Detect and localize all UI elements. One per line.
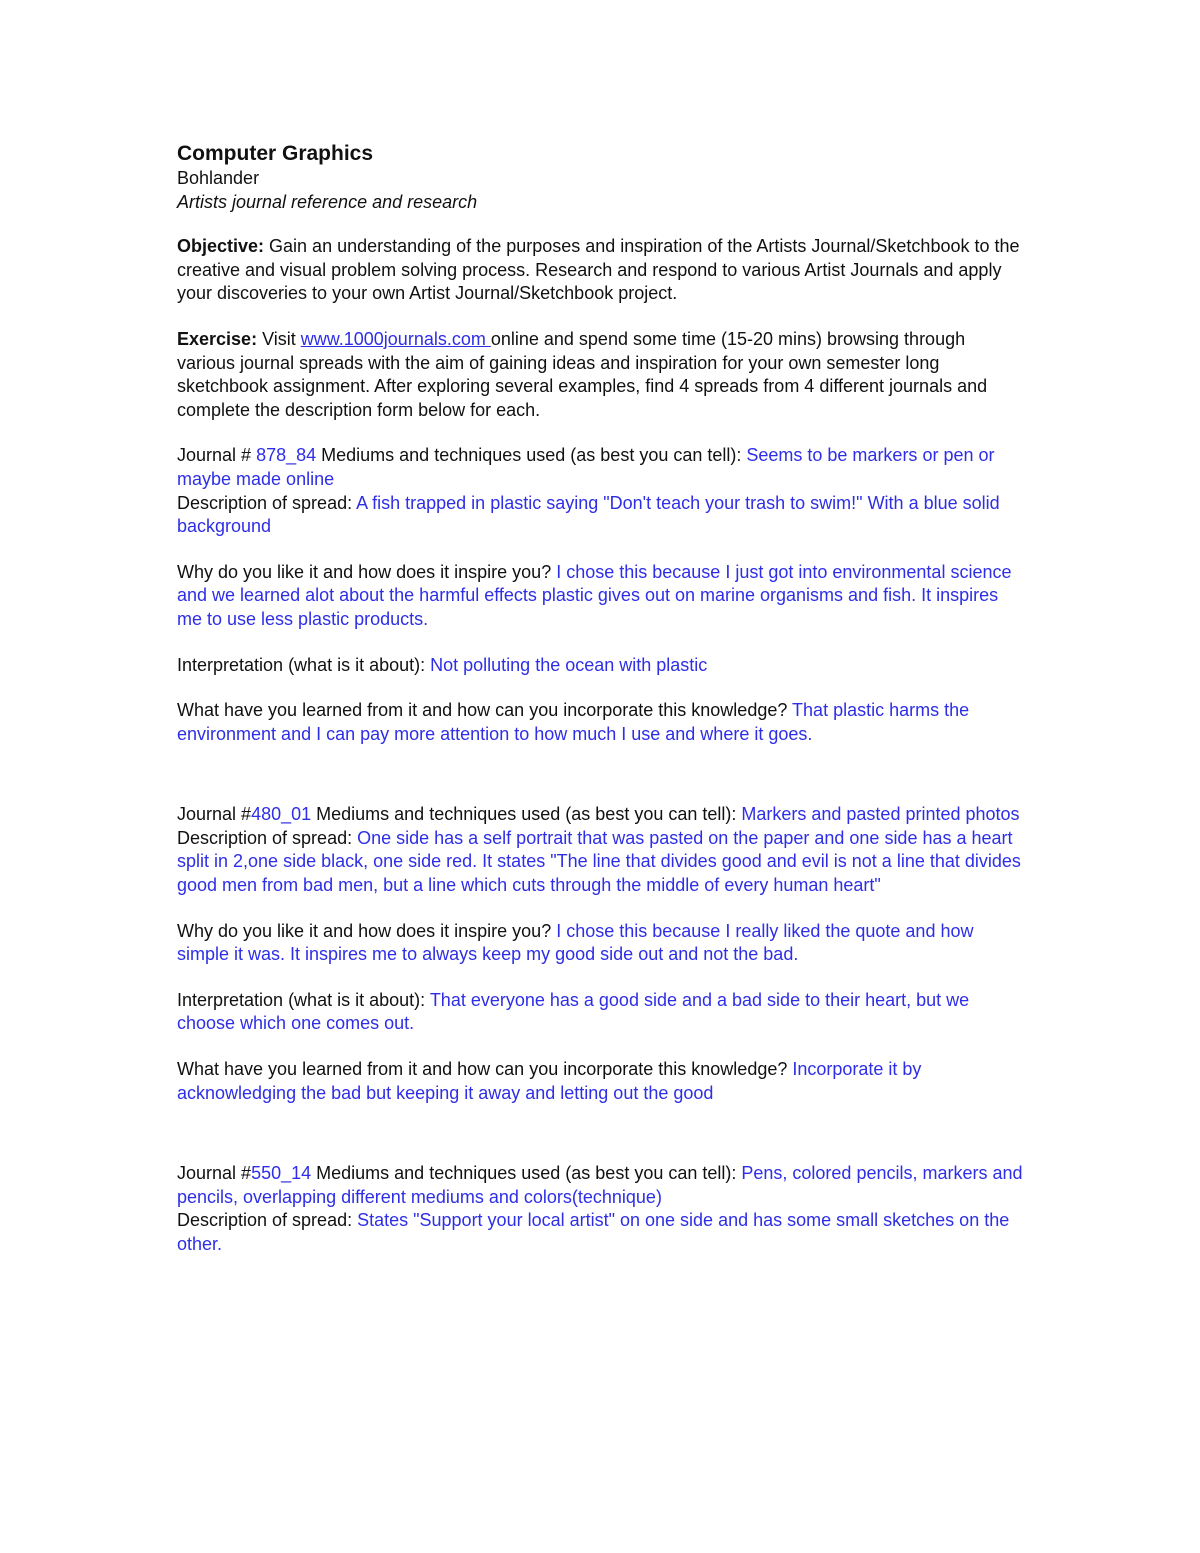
journal-3-description: Description of spread: States "Support your local artist" on one side and has some small sketches on the other. [177,1210,1010,1254]
journals-website-link[interactable]: www.1000journals.com [300,328,491,349]
document-title: Computer Graphics [177,142,374,165]
journal-2-description-answer: One side has a self portrait that was pasted on the paper and one side has a heart split in 2,one side black, one side red. It states "The line that divides good and evil is not a line that divides good men from bad men, but a line which cuts through the middle of every human heart" [177,827,1021,896]
journal-1-description-answer: A fish trapped in plastic saying "Don't teach your trash to swim!" With a blue solid background [177,492,1000,537]
author-name: Bohlander [177,168,260,188]
document-body [177,141,1027,1257]
journal-1-mediums: Journal # 878_84 Mediums and techniques used (as best you can tell): Seems to be markers or pen or maybe made online [177,445,995,489]
journal-2-learned: What have you learned from it and how can you incorporate this knowledge? Incorporate it by acknowledging the bad but keeping it away and letting out the good [177,1059,922,1103]
objective-paragraph [177,235,1027,306]
objective-text: Gain an understanding of the purposes and inspiration of the Artists Journal/Sketchbook to the creative and visual problem solving process. Research and respond to various Artist Journals and apply your discoveries to your own Artist Journal/Sketchbook project. [177,236,1020,304]
journal-2-number: 480_01 [251,804,312,825]
journal-2-description: Description of spread: One side has a self portrait that was pasted on the paper and one side has a heart split in 2,one side black, one side red. It states "The line that divides good and evil is not a line that divides good men from bad men, but a line which cuts through the middle of every human heart" [177,827,1021,896]
exercise-paragraph [177,328,1027,422]
journal-2-mediums-answer: Markers and pasted printed photos [741,804,1020,825]
journal-3-number: 550_14 [251,1163,312,1184]
journal-2-why: Why do you like it and how does it inspire you? I chose this because I really liked the quote and how simple it was. It inspires me to always keep my good side out and not the bad. [177,920,974,965]
journal-3-mediums-answer: Pens, colored pencils, markers and pencils, overlapping different mediums and colors(technique) [177,1163,1023,1207]
journal-1-mediums-answer: Seems to be markers or pen or maybe made online [177,445,995,489]
journal-1-learned: What have you learned from it and how can you incorporate this knowledge? That plastic harms the environment and I can pay more attention to how much I use and where it goes. [177,700,970,744]
journal-1-why: Why do you like it and how does it inspire you? I chose this because I just got into environmental science and we learned alot about the harmful effects plastic gives out on marine organisms and fish. It inspires me to use less plastic products. [177,561,1012,629]
journal-1-interpretation-answer: Not polluting the ocean with plastic [430,654,708,675]
journal-1-number: 878_84 [256,445,317,466]
exercise-label: Exercise: [177,328,258,349]
document-subtitle: Artists journal reference and research [177,191,478,212]
journal-1-interpretation: Interpretation (what is it about): Not polluting the ocean with plastic [177,654,708,675]
journal-2-interpretation: Interpretation (what is it about): That everyone has a good side and a bad side to their heart, but we choose which one comes out. [177,989,970,1034]
journal-2-learned-answer: Incorporate it by acknowledging the bad but keeping it away and letting out the good [177,1059,922,1103]
journal-2-interpretation-answer: That everyone has a good side and a bad side to their heart, but we choose which one comes out. [177,989,970,1034]
exercise-text-after: online and spend some time (15-20 mins) browsing through various journal spreads with the aim of gaining ideas and inspiration for your own semester long sketchbook assignment. After exploring several examples, find 4 spreads from 4 different journals and complete the description form below for each. [177,328,988,420]
journal-1-learned-answer: That plastic harms the environment and I can pay more attention to how much I use and where it goes. [177,700,970,744]
journal-3-mediums: Journal #550_14 Mediums and techniques used (as best you can tell): Pens, colored pencils, markers and pencils, overlapping different mediums and colors(technique) [177,1163,1023,1207]
journal-1-why-answer: I chose this because I just got into environmental science and we learned alot about the harmful effects plastic gives out on marine organisms and fish. It inspires me to use less plastic products. [177,561,1012,629]
journal-2-mediums: Journal #480_01 Mediums and techniques used (as best you can tell): Markers and pasted printed photos [177,804,1020,825]
journal-2-why-answer: I chose this because I really liked the quote and how simple it was. It inspires me to always keep my good side out and not the bad. [177,920,974,965]
journal-1-description: Description of spread: A fish trapped in plastic saying "Don't teach your trash to swim!" With a blue solid background [177,492,1000,537]
journal-3-description-answer: States "Support your local artist" on one side and has some small sketches on the other. [177,1210,1010,1254]
objective-label: Objective: [177,236,265,257]
exercise-text-before: Visit [257,328,301,349]
